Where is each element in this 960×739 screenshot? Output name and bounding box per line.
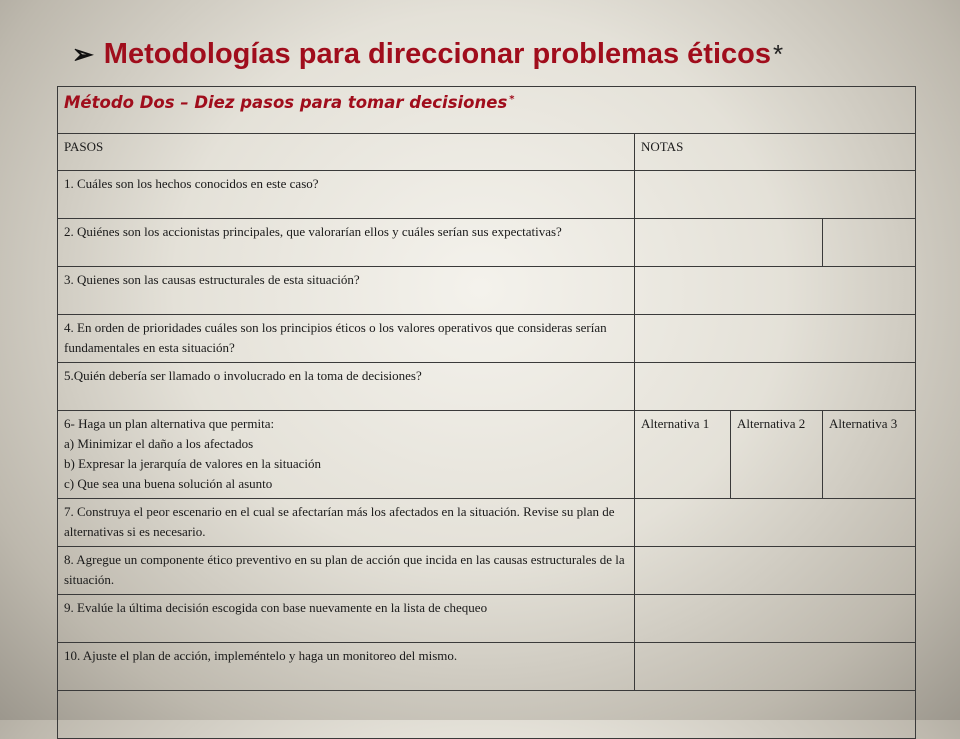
table-row [58,171,916,219]
method-asterisk: * [509,93,515,105]
header-row [58,134,916,171]
table-row [58,498,916,546]
table-row [58,642,916,690]
notes-cell [635,171,916,219]
step-cell: 10. Ajuste el plan de acción, impleméntelo y haga un monitoreo del mismo. [58,642,635,690]
step-cell [58,411,635,499]
table-row [58,594,916,642]
method-title-row [58,87,916,134]
notes-cell [635,498,916,546]
table-row [58,546,916,594]
table-row [58,219,916,267]
slide-title [72,30,783,78]
notes-cell [635,363,916,411]
arrow-bullet-icon: ➢ [72,39,94,69]
empty-cell [58,690,916,738]
step-cell: 8. Agregue un componente ético preventivo en su plan de acción que incida en las causas estructurales de la situación. [58,546,635,594]
step-cell: 2. Quiénes son los accionistas principales, que valorarían ellos y cuáles serían sus expectativas? [58,219,635,267]
notes-cell [635,642,916,690]
step-cell: 1. Cuáles son los hechos conocidos en este caso? [58,171,635,219]
header-notes: NOTAS [635,134,916,171]
table-row [58,411,916,499]
alternative-3-cell: Alternativa 3 [823,411,916,499]
step-cell: 5.Quién debería ser llamado o involucrado en la toma de decisiones? [58,363,635,411]
step-line: a) Minimizar el daño a los afectados [64,436,254,452]
method-title-cell [58,87,916,134]
title-asterisk: * [772,38,784,69]
step-line: 6- Haga un plan alternativa que permita: [64,416,275,431]
decision-steps-table [57,86,916,739]
header-steps: PASOS [58,134,635,171]
step-cell: 7. Construya el peor escenario en el cual se afectarían más los afectados en la situación. Revise su plan de alternativas si es necesario. [58,498,635,546]
notes-cell-split [823,219,916,267]
table-row [58,267,916,315]
step-line: c) Que sea una buena solución al asunto [64,476,273,492]
notes-cell [635,546,916,594]
notes-cell [635,594,916,642]
step-cell: 4. En orden de prioridades cuáles son los principios éticos o los valores operativos que consideras serían fundamentales en esta situación? [58,315,635,363]
method-title [64,93,515,112]
table-row [58,315,916,363]
step-cell: 9. Evalúe la última decisión escogida con base nuevamente en la lista de chequeo [58,594,635,642]
alternative-2-cell: Alternativa 2 [731,411,823,499]
step-cell: 3. Quienes son las causas estructurales de esta situación? [58,267,635,315]
notes-cell [635,219,823,267]
alternative-1-cell: Alternativa 1 [635,411,731,499]
slide-title-text: Metodologías para direccionar problemas éticos [103,37,771,70]
empty-table-row [58,690,916,738]
notes-cell [635,315,916,363]
step-line: b) Expresar la jerarquía de valores en la situación [64,456,321,472]
table-row [58,363,916,411]
notes-cell [635,267,916,315]
method-title-text: Método Dos – Diez pasos para tomar decisiones [64,93,508,112]
